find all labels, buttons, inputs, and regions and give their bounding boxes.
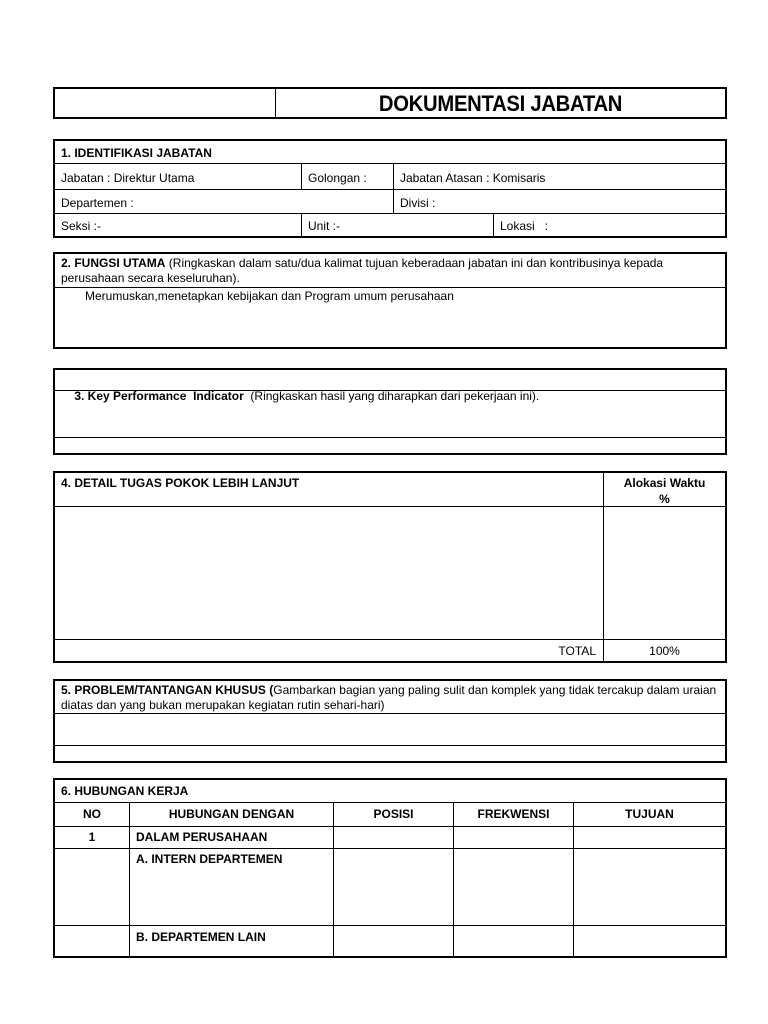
seksi-field: Seksi :-: [61, 219, 102, 233]
section-detail-tugas: [53, 471, 727, 663]
total-label: TOTAL: [558, 644, 596, 658]
unit-field: Unit :-: [308, 219, 341, 233]
row2-label: A. INTERN DEPARTEMEN: [136, 852, 283, 866]
section-identifikasi: [53, 139, 727, 238]
section-hubungan-kerja: [53, 778, 727, 958]
col-header-hubungan: HUBUNGAN DENGAN: [168, 807, 295, 821]
section2-heading-note: (Ringkaskan dalam satu/dua kalimat tujuan keberadaan jabatan ini dan kontribusinya kepada perusahaan secara keseluruhan).: [61, 256, 664, 285]
section-problem: [53, 679, 727, 763]
col-header-frekwensi: FREKWENSI: [477, 807, 550, 821]
section5-heading-note: Gambarkan bagian yang paling sulit dan komplek yang tidak tercakup dalam uraian diatas dan yang bukan merupakan kegiatan rutin sehari-hari): [61, 683, 717, 712]
section-kpi: [53, 368, 727, 455]
departemen-field: Departemen :: [61, 196, 134, 210]
col-header-tujuan: TUJUAN: [625, 807, 674, 821]
row3-label: B. DEPARTEMEN LAIN: [136, 930, 266, 944]
col-header-no: NO: [83, 807, 101, 821]
lokasi-field: Lokasi :: [500, 219, 549, 233]
row1-label: DALAM PERUSAHAAN: [136, 830, 268, 844]
title-box: [53, 87, 727, 119]
section3-heading-note: (Ringkaskan hasil yang diharapkan dari pekerjaan ini).: [243, 389, 540, 403]
total-value: 100%: [649, 644, 680, 658]
section-fungsi-utama: [53, 252, 727, 349]
section5-heading: [61, 683, 719, 713]
section6-heading: 6. HUBUNGAN KERJA: [61, 784, 189, 798]
alokasi-waktu-label: Alokasi Waktu: [623, 476, 706, 490]
alokasi-waktu-unit: %: [659, 492, 670, 506]
golongan-field: Golongan :: [308, 171, 367, 185]
row1-no: 1: [88, 830, 96, 844]
section3-heading: [61, 374, 719, 419]
section5-heading-title: 5. PROBLEM/TANTANGAN KHUSUS (: [61, 683, 274, 697]
section2-heading-title: 2. FUNGSI UTAMA: [61, 256, 166, 270]
section1-heading: 1. IDENTIFIKASI JABATAN: [61, 146, 212, 160]
section4-heading: 4. DETAIL TUGAS POKOK LEBIH LANJUT: [61, 476, 300, 490]
section2-heading: [61, 256, 719, 286]
fungsi-utama-content: Merumuskan,menetapkan kebijakan dan Program umum perusahaan: [85, 289, 454, 303]
page-title: DOKUMENTASI JABATAN: [378, 91, 623, 116]
jabatan-atasan-field: Jabatan Atasan : Komisaris: [400, 171, 546, 185]
section3-heading-title: 3. Key Performance Indicator: [74, 389, 244, 403]
divisi-field: Divisi :: [400, 196, 436, 210]
col-header-posisi: POSISI: [373, 807, 414, 821]
jabatan-field: Jabatan : Direktur Utama: [61, 171, 195, 185]
